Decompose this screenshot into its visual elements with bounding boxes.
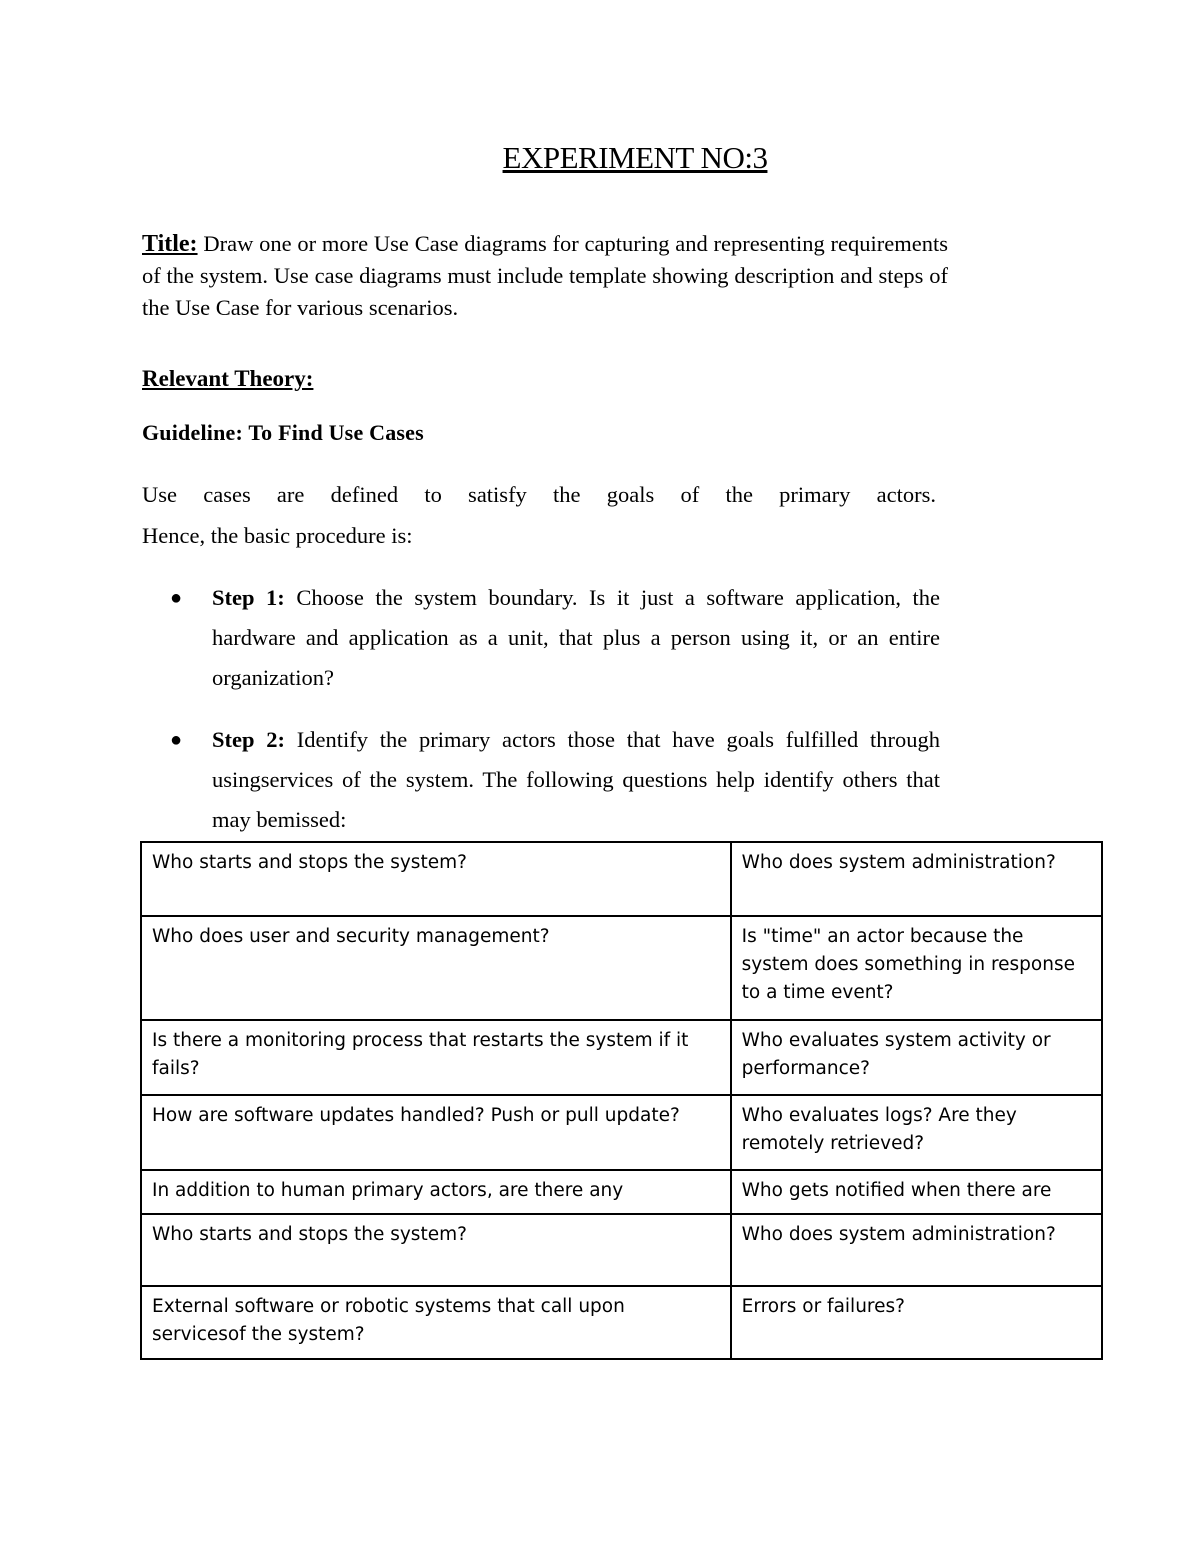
- table-cell: External software or robotic systems that call upon servicesof the system?: [141, 1286, 731, 1359]
- table-cell: In addition to human primary actors, are there any: [141, 1170, 731, 1214]
- table-cell: Errors or failures?: [731, 1286, 1102, 1359]
- table-row: [141, 916, 1102, 1020]
- table-row: [141, 1286, 1102, 1359]
- table-row: [141, 1214, 1102, 1286]
- title-label: Title:: [142, 231, 198, 257]
- table-cell: Who evaluates system activity or performance?: [731, 1020, 1102, 1095]
- table-cell: Who evaluates logs? Are they remotely retrieved?: [731, 1095, 1102, 1170]
- list-item: [170, 720, 940, 840]
- table-row: [141, 1020, 1102, 1095]
- intro-line-1: Use cases are defined to satisfy the goals of the primary actors.: [142, 482, 936, 507]
- intro-paragraph: [142, 474, 936, 556]
- title-paragraph: [142, 228, 948, 324]
- table-cell: Who does user and security management?: [141, 916, 731, 1020]
- table-row: [141, 842, 1102, 916]
- table-cell: Who starts and stops the system?: [141, 842, 731, 916]
- table-row: [141, 1170, 1102, 1214]
- table-cell: Who does system administration?: [731, 842, 1102, 916]
- table-cell: Is "time" an actor because the system does something in response to a time event?: [731, 916, 1102, 1020]
- intro-line-2: Hence, the basic procedure is:: [142, 523, 413, 548]
- table-row: [141, 1095, 1102, 1170]
- table-cell: Who does system administration?: [731, 1214, 1102, 1286]
- step-text: Identify the primary actors those that have goals fulfilled through usingservices of the system. The following questions help identify others that may bemissed:: [212, 727, 940, 832]
- bullet-icon: ●: [170, 587, 183, 609]
- questions-table: [140, 841, 1103, 1360]
- guideline-heading: Guideline: To Find Use Cases: [142, 420, 424, 445]
- bullet-icon: ●: [170, 729, 183, 751]
- table-cell: Who starts and stops the system?: [141, 1214, 731, 1286]
- relevant-theory-heading: Relevant Theory:: [142, 366, 314, 391]
- table-cell: Is there a monitoring process that restarts the system if it fails?: [141, 1020, 731, 1095]
- table-cell: How are software updates handled? Push or pull update?: [141, 1095, 731, 1170]
- list-item: [170, 578, 940, 698]
- step-label: Step 2:: [212, 727, 286, 752]
- experiment-heading: EXPERIMENT NO:3: [502, 140, 768, 175]
- steps-list: [170, 578, 940, 862]
- title-text: Draw one or more Use Case diagrams for capturing and representing requirements of the system. Use case diagrams must include template showing description and steps of the Use Case for various scenarios.: [142, 231, 948, 320]
- step-label: Step 1:: [212, 585, 285, 610]
- table-cell: Who gets notified when there are: [731, 1170, 1102, 1214]
- step-text: Choose the system boundary. Is it just a software application, the hardware and application as a unit, that plus a person using it, or an entire organization?: [212, 585, 941, 690]
